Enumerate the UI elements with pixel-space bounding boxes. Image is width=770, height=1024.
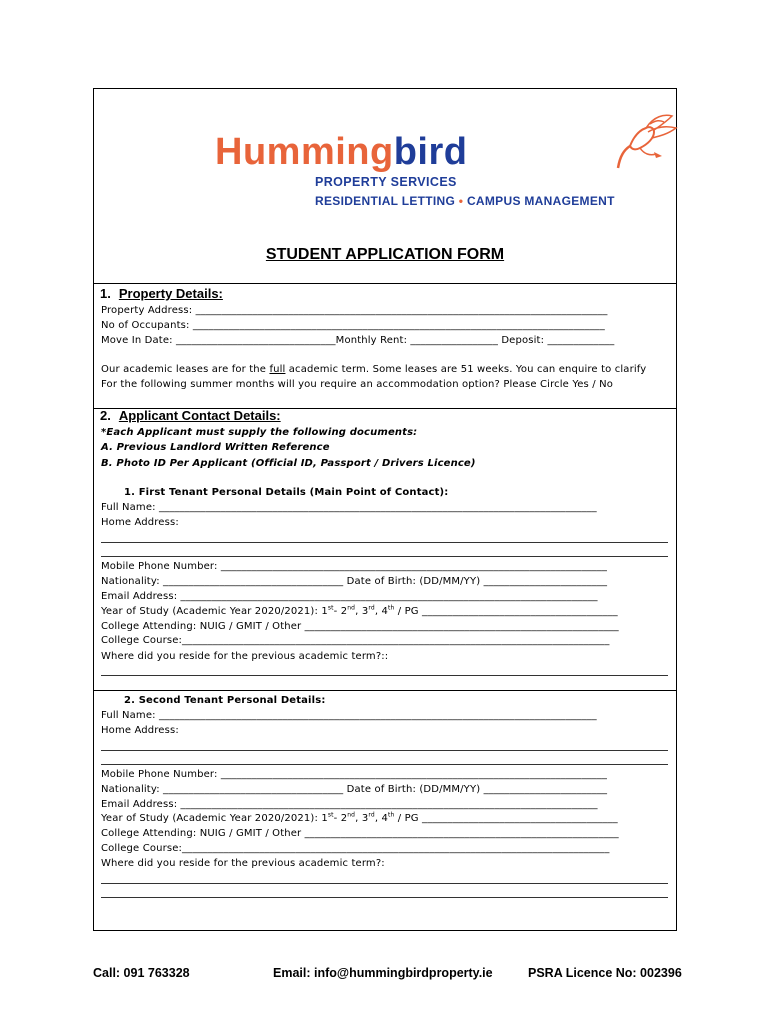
ordinal-suffix: rd [368, 604, 375, 612]
ordinal-suffix: rd [368, 811, 375, 819]
logo-tagline [315, 194, 615, 208]
tenant-1-address-line[interactable] [101, 556, 668, 557]
divider [94, 690, 676, 691]
section-title: Property Details: [118, 286, 223, 301]
tenant-2-previous-residence-label: Where did you reside for the previous academic term?: [101, 858, 385, 869]
tenant-2-residence-line[interactable] [101, 897, 668, 898]
section-1-heading [100, 286, 223, 301]
tenant-1-home-address-label: Home Address: [101, 517, 179, 528]
section-number: 1. [100, 286, 111, 301]
year-text: , 3 [355, 606, 369, 617]
tenant-2-year-of-study-field[interactable] [101, 812, 618, 825]
tenant-1-college-field[interactable]: College Attending: NUIG / GMIT / Other _____________________________________________________________ [101, 621, 619, 632]
property-address-field[interactable]: Property Address: ________________________________________________________________________________ [101, 305, 608, 316]
tenant-2-email-field[interactable]: Email Address: _________________________________________________________________________________ [101, 799, 598, 810]
section-2-heading [100, 408, 281, 423]
logo-name-part1: Humming [215, 131, 394, 173]
terms-text: Our academic leases are for the [101, 364, 270, 375]
occupants-field[interactable]: No of Occupants: ________________________________________________________________________________ [101, 320, 605, 331]
hummingbird-icon [610, 112, 680, 170]
company-logo [215, 112, 675, 212]
tenant-2-nationality-dob-field[interactable]: Nationality: ___________________________________ Date of Birth: (DD/MM/YY) ________________________ [101, 784, 608, 795]
ordinal-suffix: st [327, 811, 334, 819]
ordinal-suffix: nd [347, 604, 356, 612]
year-text: , 4 [374, 813, 388, 824]
tenant-1-address-line[interactable] [101, 542, 668, 543]
logo-name-part2: bird [393, 131, 468, 173]
tagline-left: RESIDENTIAL LETTING [315, 194, 456, 208]
footer-email: Email: info@hummingbirdproperty.ie [273, 966, 493, 980]
year-text: Year of Study (Academic Year 2020/2021): 1 [101, 606, 328, 617]
ordinal-suffix: st [327, 604, 334, 612]
summer-option-question[interactable]: For the following summer months will you require an accommodation option? Please Circle Yes / No [101, 379, 613, 390]
tenant-2-heading: 2. Second Tenant Personal Details: [124, 695, 326, 706]
tenant-1-full-name-field[interactable]: Full Name: _____________________________________________________________________________________ [101, 502, 597, 513]
tagline-right: CAMPUS MANAGEMENT [466, 194, 615, 208]
year-text: / PG ______________________________________ [394, 813, 618, 824]
terms-emphasis: full [269, 364, 286, 375]
lease-terms-text [101, 363, 646, 376]
documents-intro: *Each Applicant must supply the following documents: [101, 427, 418, 438]
year-text: , 3 [355, 813, 369, 824]
year-text: - 2 [333, 813, 348, 824]
tenant-2-course-field[interactable]: College Course:___________________________________________________________________________________ [101, 843, 610, 854]
document-a: A. Previous Landlord Written Reference [101, 442, 330, 453]
tenant-1-mobile-field[interactable]: Mobile Phone Number: ___________________________________________________________________________ [101, 561, 608, 572]
footer-licence: PSRA Licence No: 002396 [528, 966, 682, 980]
year-text: - 2 [333, 606, 348, 617]
section-number: 2. [100, 408, 111, 423]
tenant-2-residence-line[interactable] [101, 883, 668, 884]
tenant-2-mobile-field[interactable]: Mobile Phone Number: ___________________________________________________________________________ [101, 769, 608, 780]
tenant-1-year-of-study-field[interactable] [101, 605, 618, 618]
tenant-2-full-name-field[interactable]: Full Name: _____________________________________________________________________________________ [101, 710, 597, 721]
move-in-rent-deposit-field[interactable]: Move In Date: _______________________________Monthly Rent: _________________ Deposit: _____________ [101, 335, 615, 346]
year-text: / PG ______________________________________ [394, 606, 618, 617]
ordinal-suffix: nd [347, 811, 356, 819]
section-title: Applicant Contact Details: [118, 408, 281, 423]
tenant-1-heading: 1. First Tenant Personal Details (Main Point of Contact): [124, 487, 449, 498]
form-title: STUDENT APPLICATION FORM [265, 246, 505, 263]
year-text: , 4 [374, 606, 388, 617]
tenant-1-nationality-dob-field[interactable]: Nationality: ___________________________________ Date of Birth: (DD/MM/YY) ________________________ [101, 576, 608, 587]
tagline-separator: • [458, 194, 464, 208]
document-b: B. Photo ID Per Applicant (Official ID, Passport / Drivers Licence) [101, 458, 476, 469]
tenant-2-address-line[interactable] [101, 764, 668, 765]
logo-wordmark [215, 132, 468, 172]
tenant-1-previous-residence-label: Where did you reside for the previous academic term?:: [101, 651, 389, 662]
tenant-2-college-field[interactable]: College Attending: NUIG / GMIT / Other _____________________________________________________________ [101, 828, 619, 839]
ordinal-suffix: th [387, 604, 395, 612]
tenant-1-course-field[interactable]: College Course:___________________________________________________________________________________ [101, 635, 610, 646]
ordinal-suffix: th [387, 811, 395, 819]
logo-subtitle: PROPERTY SERVICES [315, 175, 457, 189]
tenant-1-residence-line[interactable] [101, 675, 668, 676]
footer-phone: Call: 091 763328 [93, 966, 190, 980]
tenant-1-email-field[interactable]: Email Address: _________________________________________________________________________________ [101, 591, 598, 602]
divider [94, 283, 676, 284]
terms-text: academic term. Some leases are 51 weeks. You can enquire to clarify [285, 364, 647, 375]
tenant-2-address-line[interactable] [101, 750, 668, 751]
year-text: Year of Study (Academic Year 2020/2021): 1 [101, 813, 328, 824]
tenant-2-home-address-label: Home Address: [101, 725, 179, 736]
